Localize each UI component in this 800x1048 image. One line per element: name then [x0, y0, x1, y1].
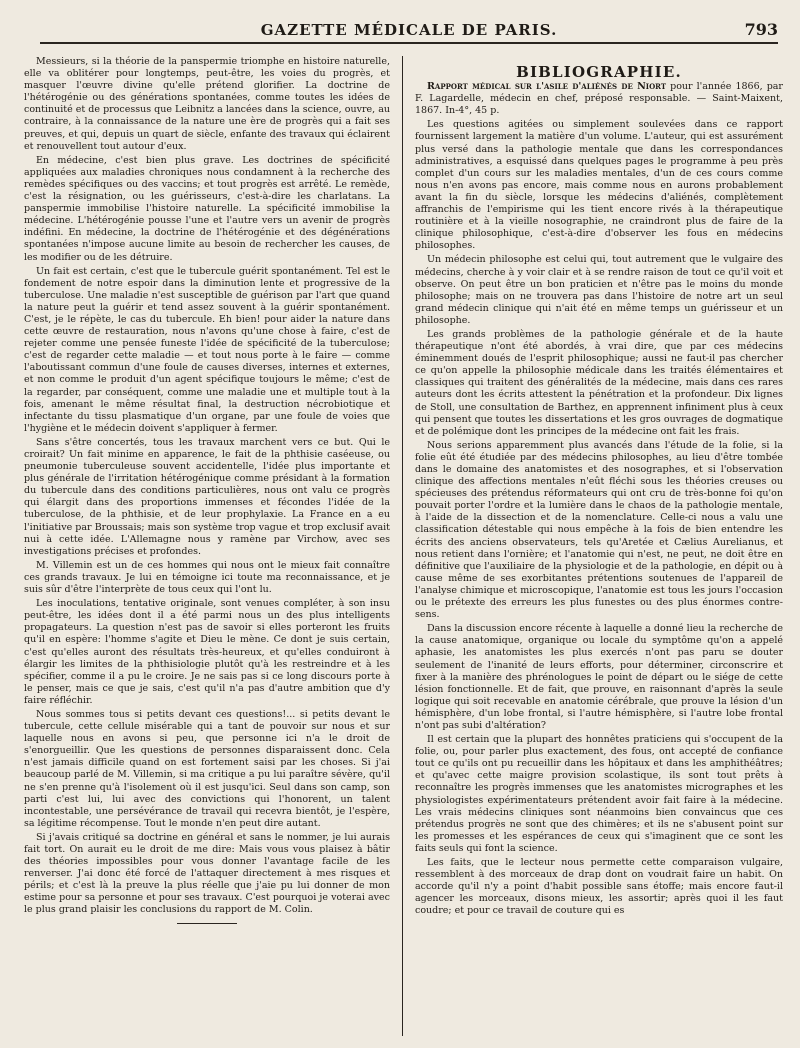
- paragraph: Les grands problèmes de la pathologie générale et de la haute thérapeutique n'ont été abordés, à vrai dire, que par ces médecins éminemment doués de l'esprit philosophique; aussi ne faut-il pas chercher ce qu'on appelle la philosophie médicale dans les traités élémentaires et classiques qui traitent des généralités de la médecine, mais dans ces rares auteurs dont les écrits attestent la pénétration et la profondeur. Dix lignes de Stoll, une consultation de Barthez, en apprennent infiniment plus à ceux qui pensent que toutes les dissertations et les gros ouvrages de dogmatique et de polémique dont les principes de la médecine ont fait les frais.: [415, 328, 783, 437]
- paragraph: Les inoculations, tentative originale, sont venues compléter, à son insu peut-être, les idées dont il a été parmi nous un des plus intelligents propagateurs. La question n'est pas de savoir si elles porteront les fruits qu'il en espère: l'homme s'agite et Dieu le mène. Ce dont je suis certain, c'est qu'elles auront des résultats très-heureux, et qu'elles conduiront à élargir les limites de la phthisiologie plutôt qu'à les restreindre et à les spécifier, comme il a pu le croire. Je ne sais pas si ce long discours porte à le penser, mais ce que je sais, c'est qu'il n'a pas d'autre ambition que d'y faire réfléchir.: [24, 598, 390, 706]
- paragraph: Nous sommes tous si petits devant ces questions!... si petits devant le tubercule, cette cellule misérable qui a tant de pouvoir sur nous et sur laquelle nous en avons si peu, que personne ici n'a le droit de s'enorgueillir. Que les questions de personnes disparaissent donc. Cela n'est jamais difficile quand on est fortement saisi par les choses. Si j'ai beaucoup parlé de M. Villemin, si ma critique a pu lui paraître sévère, qu'il ne s'en prenne qu'à l'isolement où il est jusqu'ici. Seul dans son camp, son parti c'est lui, lui avec des convictions qui l'honorent, un talent incontestable, une persévérance de travail qui recevra bientôt, je l'espère, sa légitime récompense. Tout le monde n'en peut dire autant.: [24, 708, 390, 829]
- running-title: GAZETTE MÉDICALE DE PARIS.: [260, 21, 558, 39]
- right-column: [415, 56, 783, 1036]
- paragraph: En médecine, c'est bien plus grave. Les doctrines de spécificité appliquées aux maladies chroniques nous condamnent à la recherche des remèdes spécifiques ou des vaccins; et tout progrès est arrêté. Le remède, c'est la résignation, ou les guérisseurs, c'est-à-dire les charlatans. La panspermie immobilise l'histoire naturelle. La spécificité immobilise la médecine. L'hétérogénie pousse l'une et l'autre vers un avenir de progrès indéfini. En médecine, la doctrine de l'hétérogénie et des dégénérations spontanées n'impose aucune limite au besoin de rechercher les causes, de les modifier ou de les détruire.: [24, 154, 390, 263]
- paragraph: Dans la discussion encore récente à laquelle a donné lieu la recherche de la cause anatomique, organique ou locale du symptôme qu'on a appelé aphasie, les anatomistes les plus exercés n'ont pas paru se douter seulement de l'inanité de leurs efforts, pour déterminer, circonscrire et fixer à la manière des phrénologues le point de départ ou le siége de cette lésion fonctionnelle. Et de fait, que prouve, en raisonnant d'après la seule logique qui soit recevable en anatomie cérébrale, que prouve la lésion d'un hémisphère, d'un lobe frontal, si l'autre hémisphère, si l'autre lobe frontal n'ont pas subi d'altération?: [415, 623, 783, 731]
- report-details: pour l'année 1866, par F. Lagardelle, médecin en chef, préposé responsable. — Saint-Maixent, 1867. In-4°, 45 p.: [415, 81, 783, 117]
- end-rule: [177, 923, 237, 924]
- paragraph: M. Villemin est un de ces hommes qui nous ont le mieux fait connaître ces grands travaux. Je lui en témoigne ici toute ma reconnaissance, et je suis sûr d'être l'interprète de tous ceux qui l'ont lu.: [24, 559, 390, 596]
- paragraph: Messieurs, si la théorie de la panspermie triomphe en histoire naturelle, elle va oblitérer pour longtemps, peut-être, les voies du progrès, et masquer l'œuvre divine qu'elle prétend glorifier. La doctrine de l'hétérogénie ou des générations spontanées, comme toutes les idées de continuité et de processus que Leibnitz a lancées dans la science, ouvre, au contraire, à la connaissance de la nature une ère de progrès qui a fait ses preuves, et qui, depuis un quart de siècle, enfante des travaux qui éclairent et renouvellent tout autour d'eux.: [24, 56, 390, 152]
- paragraph: Il est certain que la plupart des honnêtes praticiens qui s'occupent de la folie, ou, pour parler plus exactement, des fous, ont accepté de confiance tout ce qu'ils ont pu recueillir dans les hôpitaux et dans les amphithéâtres; et qu'avec cette maigre provision scolastique, ils sont tout prêts à reconnaître les progrès immenses que les anatomistes micrographes et les physiologistes expérimentateurs prétendent avoir fait faire à la médecine. Les vrais médecins cliniques sont néanmoins bien convaincus que ces prétendus progrès ne sont que des chimères; et ils ne s'abusent point sur les promesses et les espérances de ceux qui s'imaginent que ce sont les faits seuls qui font la science.: [415, 734, 783, 854]
- paragraph: Les questions agitées ou simplement soulevées dans ce rapport fournissent largement la matière d'un volume. L'auteur, qui est assurément plus versé dans la pathologie mentale que dans les correspondances administratives, a esquissé dans quelques pages le programme à peu près complet d'un cours sur les maladies mentales, d'un de ces cours comme nous n'en avons pas encore, mais comme nous en aurons probablement avant la fin du siècle, lorsque les médecins d'aliénés, complètement affranchis de l'empirisme qui les tient encore rivés à la thérapeutique routinière et à la vieille nosographie, ne craindront plus de faire de la clinique philosophique, c'est-à-dire d'observer les fous en médecins philosophes.: [415, 119, 783, 252]
- paragraph: Un médecin philosophe est celui qui, tout autrement que le vulgaire des médecins, cherche à y voir clair et à se rendre raison de tout ce qu'il voit et observe. On peut être un bon praticien et n'être pas le moins du monde philosophe; mais on ne trouvera pas dans l'histoire de notre art un seul grand médecin clinique qui n'ait été en même temps un guérisseur et un philosophe.: [415, 254, 783, 326]
- paragraph: Sans s'être concertés, tous les travaux marchent vers ce but. Qui le croirait? Un fait minime en apparence, le fait de la phthisie caséeuse, ou pneumonie tuberculeuse souvent accidentelle, l'idée plus importante et plus générale de l'irritation hétérogénique comme présidant à la formation du tubercule dans des conditions particulières, nous ont valu ce progrès qui élargit dans des proportions immenses et fécondes l'idée de la tuberculose, de la phthisie, et de leur prophylaxie. La France en a eu l'initiative par Broussais; mais son système trop vague et trop exclusif avait nui à cette idée. L'Allemagne nous y ramène par Virchow, avec ses investigations précises et profondes.: [24, 436, 390, 557]
- column-divider: [402, 56, 403, 1036]
- section-title: BIBLIOGRAPHIE.: [516, 63, 682, 81]
- page-number: 793: [744, 20, 778, 39]
- paragraph: Si j'avais critiqué sa doctrine en général et sans le nommer, je lui aurais fait tort. On aurait eu le droit de me dire: Mais vous vous plaisez à bâtir des théories impossibles pour vous donner l'avantage facile de les renverser. J'ai donc été forcé de l'attaquer directement à mes risques et périls; et c'est là la preuve la plus réelle que j'aie pu lui donner de mon estime pour sa personne et pour ses travaux. C'est pourquoi je voterai avec le plus grand plaisir les conclusions du rapport de M. Colin.: [24, 831, 390, 916]
- paragraph: Un fait est certain, c'est que le tubercule guérit spontanément. Tel est le fondement de notre espoir dans la diminution lente et progressive de la tuberculose. Une maladie n'est susceptible de guérison par l'art que quand la nature peut la guérir et tend assez souvent à la guérir spontanément. C'est, je le répète, le cas du tubercule. Eh bien! pour aider la nature dans cette œuvre de restauration, nous n'avons qu'une chose à faire, c'est de rejeter comme une pensée funeste l'idée de spécificité de la tuberculose; c'est de regarder cette maladie — et tout nous porte à le faire — comme l'aboutissant commun d'une foule de causes diverses, internes et externes, et non comme le produit d'un agent spécifique toujours le même; c'est de la regarder, par conséquent, comme une maladie une et multiple tout à la fois, amenant le même résultat final, la destruction nécrobiotique et infectante du tissu plasmatique d'un organe, par une foule de voies que l'hygiène et le médecin doivent s'appliquer à fermer.: [24, 265, 390, 434]
- paragraph: Les faits, que le lecteur nous permette cette comparaison vulgaire, ressemblent à des morceaux de drap dont on voudrait faire un habit. On accorde qu'il n'y a point d'habit possible sans étoffe; mais encore faut-il agencer les morceaux, disons mieux, les assortir; après quoi il les faut coudre; et pour ce travail de couture qui es: [415, 857, 783, 917]
- page-header: [40, 20, 778, 44]
- left-column: [24, 56, 390, 1036]
- paragraph: Nous serions apparemment plus avancés dans l'étude de la folie, si la folie eût été étudiée par des médecins philosophes, au lieu d'être tombée dans le domaine des anatomistes et des nosographes, et si l'observation clinique des affections mentales n'eût fléchi sous les théories creuses ou spécieuses des prétendus réformateurs qui ont cru de très-bonne foi qu'on pouvait porter l'ordre et la lumière dans le chaos de la pathologie mentale, à l'aide de la dissection et de la nomenclature. Celle-ci nous a valu une classification détestable qui nous empêche à la fois de bien entendre les écrits des anciens observateurs, tels qu'Aretée et Cælius Aurelianus, et nous retient dans l'ornière; et l'anatomie qui n'est, ne peut, ne doit être en définitive que l'auxiliaire de la physiologie et de la pathologie, en dépit ou à cause même de ses exorbitantes prétentions soutenues de l'appareil de l'analyse chimique et microscopique, l'anatomie est tous les jours l'occasion ou le prétexte des erreurs les plus funestes ou des plus énormes contre-sens.: [415, 439, 783, 621]
- report-title: Rapport médical sur l'asile d'aliénés de Niort: [427, 81, 667, 93]
- report-heading: [415, 81, 783, 117]
